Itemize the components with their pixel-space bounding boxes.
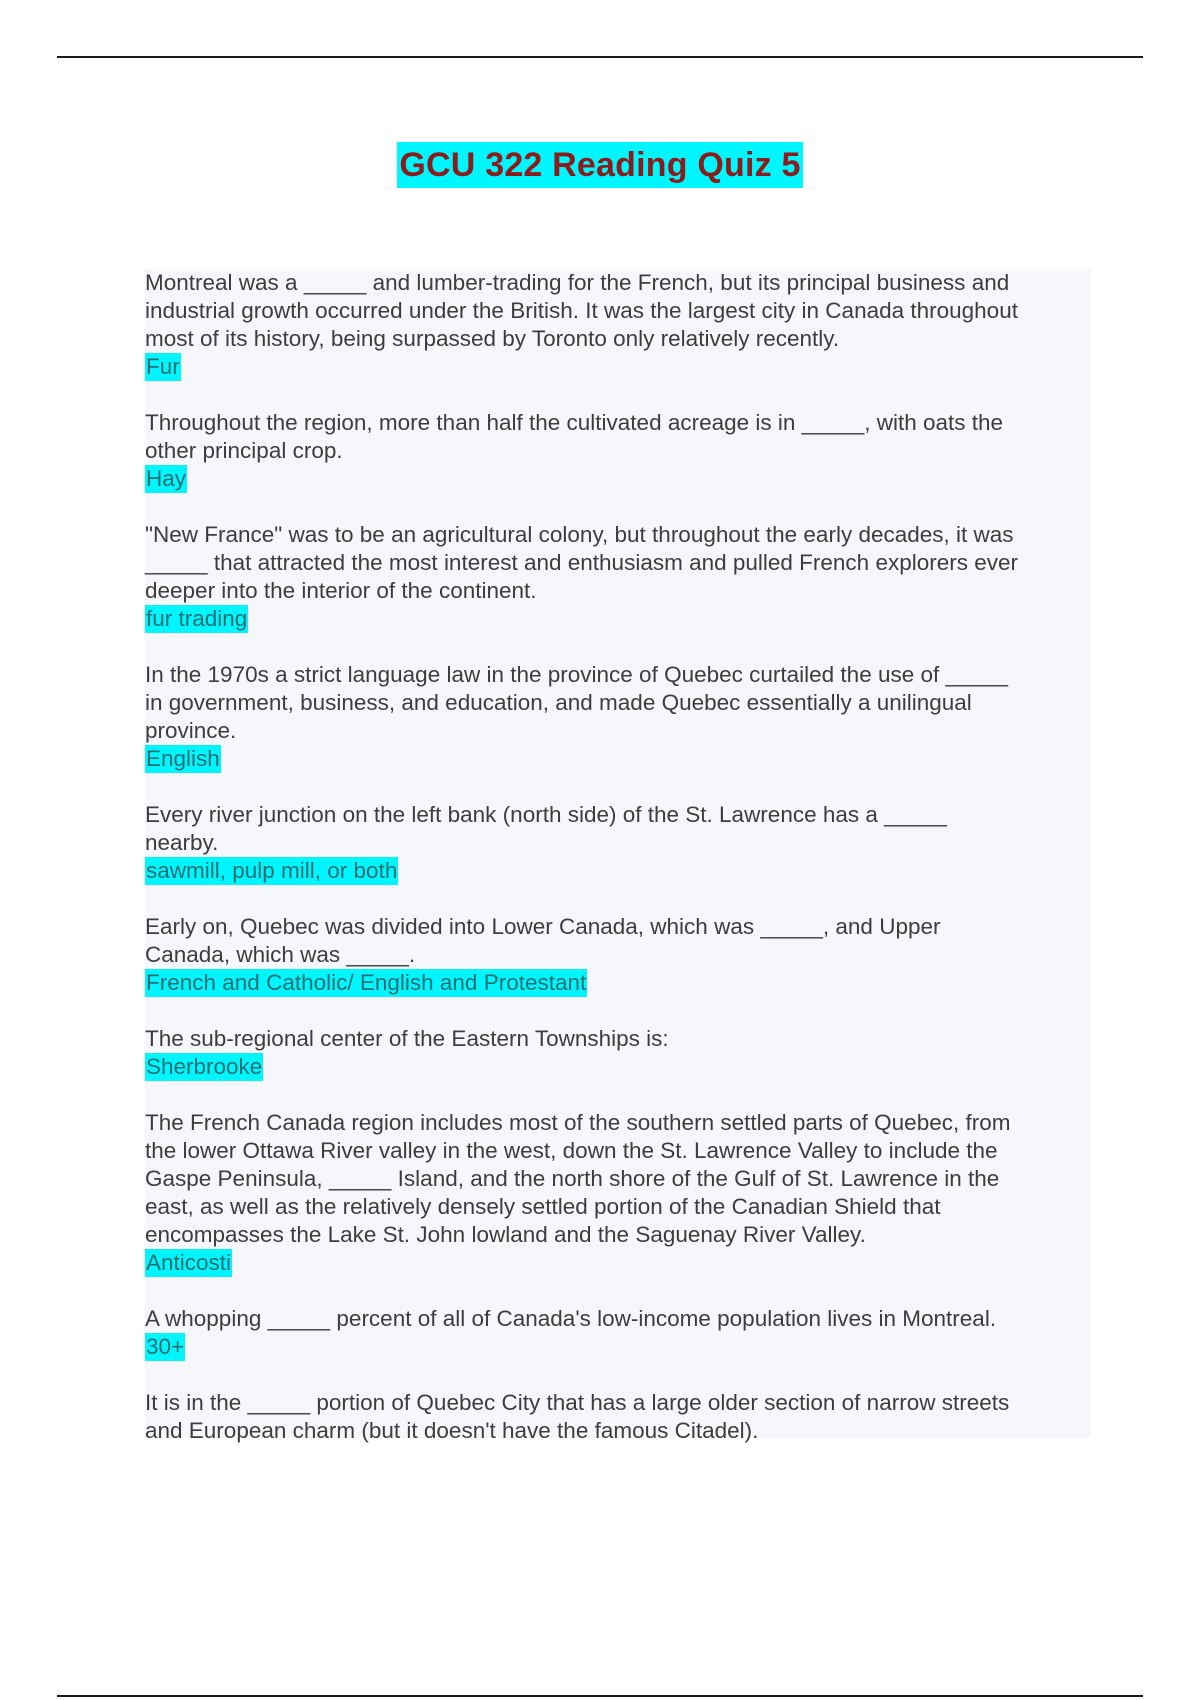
answer-highlight: French and Catholic/ English and Protestant <box>146 970 587 995</box>
question-text: Throughout the region, more than half the cultivated acreage is in _____, with oats the other principal crop. <box>145 410 1004 463</box>
quiz-content <box>145 269 1091 1443</box>
question-text: Every river junction on the left bank (north side) of the St. Lawrence has a _____ nearby. <box>145 802 947 855</box>
question-text: The French Canada region includes most of the southern settled parts of Quebec, from the lower Ottawa River valley in the west, down the St. Lawrence Valley to include the Gaspe Peninsula, _____ Island, and the north shore of the Gulf of St. Lawrence in the east, as well as the relatively densely settled portion of the Canadian Shield that encompasses the Lake St. John lowland and the Saguenay River Valley. <box>145 1110 1011 1247</box>
answer-highlight: 30+ <box>146 1334 185 1359</box>
quiz-item <box>145 521 1091 633</box>
question-text: A whopping _____ percent of all of Canada's low-income population lives in Montreal. <box>145 1306 997 1331</box>
top-rule <box>57 56 1143 58</box>
question-text: It is in the _____ portion of Quebec City that has a large older section of narrow streets and European charm (but it doesn't have the famous Citadel). <box>145 1390 1010 1443</box>
quiz-item <box>145 1109 1091 1277</box>
question-text: The sub-regional center of the Eastern Townships is: <box>145 1026 669 1051</box>
quiz-item <box>145 661 1091 773</box>
title-container <box>0 142 1200 188</box>
page-title: GCU 322 Reading Quiz 5 <box>397 142 802 188</box>
quiz-item <box>145 1025 1091 1081</box>
answer-highlight: Fur <box>146 354 180 379</box>
answer-highlight: English <box>146 746 220 771</box>
answer-highlight: Anticosti <box>146 1250 232 1275</box>
question-text: In the 1970s a strict language law in the province of Quebec curtailed the use of _____ in government, business, and education, and made Quebec essentially a unilingual province. <box>145 662 1009 743</box>
question-text: Montreal was a _____ and lumber-trading for the French, but its principal business and industrial growth occurred under the British. It was the largest city in Canada throughout most of its history, being surpassed by Toronto only relatively recently. <box>145 270 1018 351</box>
quiz-item <box>145 409 1091 493</box>
answer-highlight: fur trading <box>146 606 248 631</box>
question-text: Early on, Quebec was divided into Lower Canada, which was _____, and Upper Canada, which was _____. <box>145 914 941 967</box>
quiz-item <box>145 801 1091 885</box>
question-text: "New France" was to be an agricultural colony, but throughout the early decades, it was _____ that attracted the most interest and enthusiasm and pulled French explorers ever deeper into the interior of the continent. <box>145 522 1019 603</box>
answer-highlight: Hay <box>146 466 187 491</box>
answer-highlight: Sherbrooke <box>146 1054 263 1079</box>
bottom-rule <box>57 1695 1143 1697</box>
quiz-item <box>145 913 1091 997</box>
quiz-item <box>145 1389 1091 1445</box>
quiz-item <box>145 1305 1091 1361</box>
answer-highlight: sawmill, pulp mill, or both <box>146 858 398 883</box>
quiz-item <box>145 269 1091 381</box>
